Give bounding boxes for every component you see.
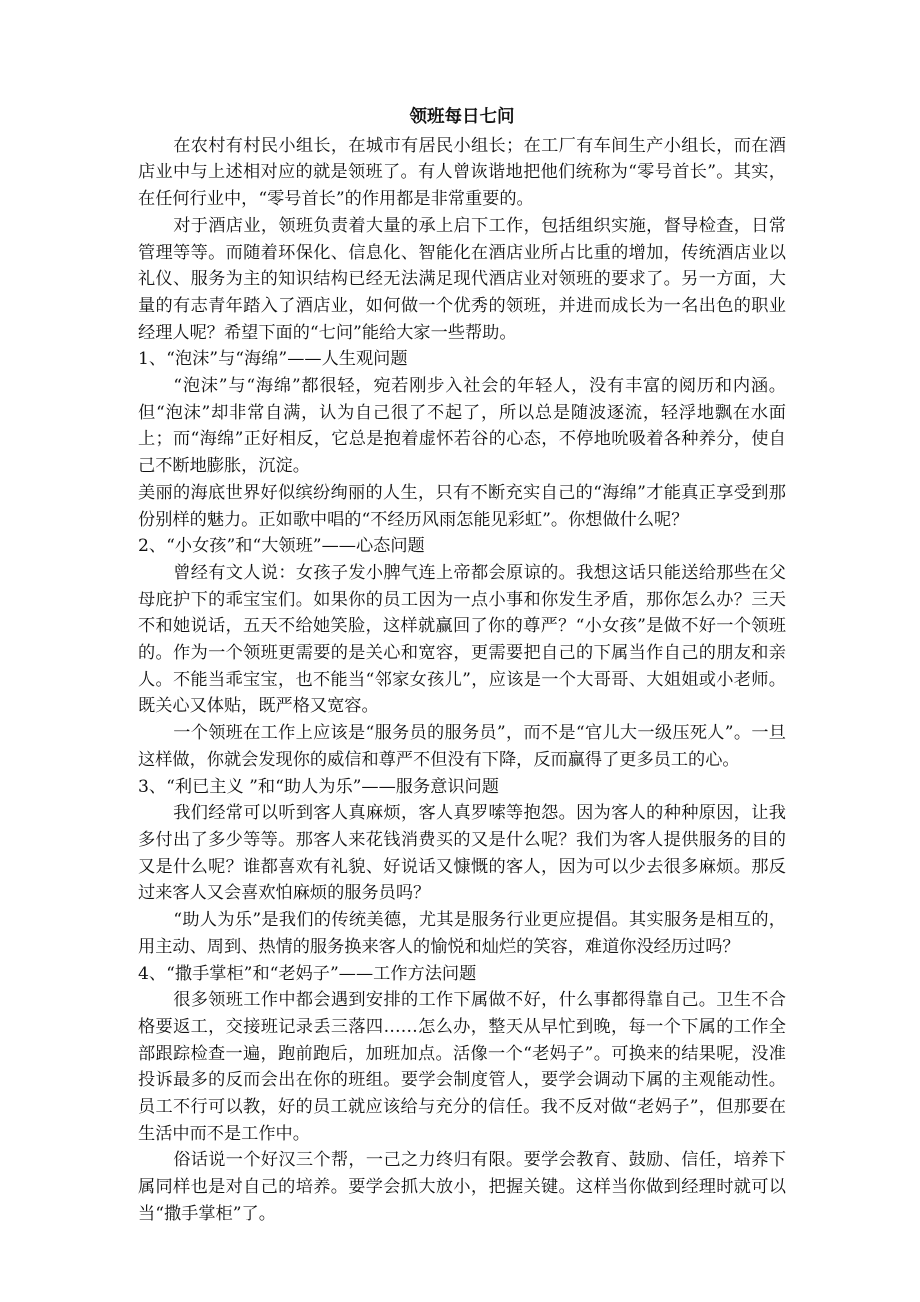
section-heading: 3、“利已主义 ”和“助人为乐”——服务意识问题	[138, 776, 499, 797]
paragraph: “助人为乐”是我们的传统美德，尤其是服务行业更应提倡。其实服务是相互的，用主动、周到、热情的服务换来客人的愉悦和灿烂的笑容，难道你没经历过吗？	[138, 910, 786, 957]
section-heading: 1、“泡沫”与“海绵”——人生观问题	[138, 349, 408, 370]
paragraph: 很多领班工作中都会遇到安排的工作下属做不好，什么事都得靠自己。卫生不合格要返工，交接班记录丢三落四……怎么办，整天从早忙到晚，每一个下属的工作全部跟踪检查一遍，跑前跑后，加班加点。活像一个“老妈子”。可换来的结果呢，没准投诉最多的反而会出在你的班组。要学会制度管人，要学会调动下属的主观能动性。员工不行可以教，好的员工就应该给与充分的信任。我不反对做“老妈子”，但那要在生活中而不是工作中。	[138, 990, 786, 1144]
paragraph: 在农村有村民小组长，在城市有居民小组长；在工厂有车间生产小组长，而在酒店业中与上述相对应的就是领班了。有人曾诙谐地把他们统称为“零号首长”。其实，在任何行业中，“零号首长”的作用都是非常重要的。	[138, 135, 786, 210]
section-heading: 2、“小女孩”和“大领班”——心态问题	[138, 536, 425, 557]
document-page	[138, 104, 786, 1228]
paragraph: 曾经有文人说：女孩子发小脾气连上帝都会原谅的。我想这话只能送给那些在父母庇护下的乖宝宝们。如果你的员工因为一点小事和你发生矛盾，那你怎么办？三天不和她说话，五天不给她笑脸，这样就赢回了你的尊严？“小女孩”是做不好一个领班的。作为一个领班更需要的是关心和宽容，更需要把自己的下属当作自己的朋友和亲人。不能当乖宝宝，也不能当“邻家女孩儿”，应该是一个大哥哥、大姐姐或小老师。既关心又体贴，既严格又宽容。	[138, 562, 786, 717]
document-body	[138, 133, 786, 1228]
section-heading: 4、“撒手掌柜”和“老妈子”——工作方法问题	[138, 963, 477, 984]
paragraph: 一个领班在工作上应该是“服务员的服务员”，而不是“官儿大一级压死人”。一旦这样做，你就会发现你的威信和尊严不但没有下降，反而赢得了更多员工的心。	[138, 723, 786, 770]
paragraph: 对于酒店业，领班负责着大量的承上启下工作，包括组织实施，督导检查，日常管理等等。而随着环保化、信息化、智能化在酒店业所占比重的增加，传统酒店业以礼仪、服务为主的知识结构已经无法满足现代酒店业对领班的要求了。另一方面，大量的有志青年踏入了酒店业，如何做一个优秀的领班，并进而成长为一名出色的职业经理人呢？希望下面的“七问”能给大家一些帮助。	[138, 215, 786, 343]
paragraph: 我们经常可以听到客人真麻烦，客人真罗嗦等抱怨。因为客人的种种原因，让我多付出了多少等等。那客人来花钱消费买的又是什么呢？我们为客人提供服务的目的又是什么呢？谁都喜欢有礼貌、好说话又慷慨的客人，因为可以少去很多麻烦。那反过来客人又会喜欢怕麻烦的服务员吗？	[138, 803, 786, 904]
paragraph: 美丽的海底世界好似缤纷绚丽的人生，只有不断充实自己的“海绵”才能真正享受到那份别样的魅力。正如歌中唱的“不经历风雨怎能见彩虹”。你想做什么呢？	[138, 482, 786, 530]
paragraph: 俗话说一个好汉三个帮，一己之力终归有限。要学会教育、鼓励、信任，培养下属同样也是对自己的培养。要学会抓大放小，把握关键。这样当你做到经理时就可以当“撒手掌柜”了。	[138, 1150, 786, 1224]
paragraph: “泡沫”与“海绵”都很轻，宛若刚步入社会的年轻人，没有丰富的阅历和内涵。但“泡沫”却非常自满，认为自己很了不起了，所以总是随波逐流，轻浮地飘在水面上；而“海绵”正好相反，它总是抱着虚怀若谷的心态，不停地吮吸着各种养分，使自己不断地膨胀，沉淀。	[138, 376, 786, 477]
document-title: 领班每日七问	[409, 107, 515, 127]
